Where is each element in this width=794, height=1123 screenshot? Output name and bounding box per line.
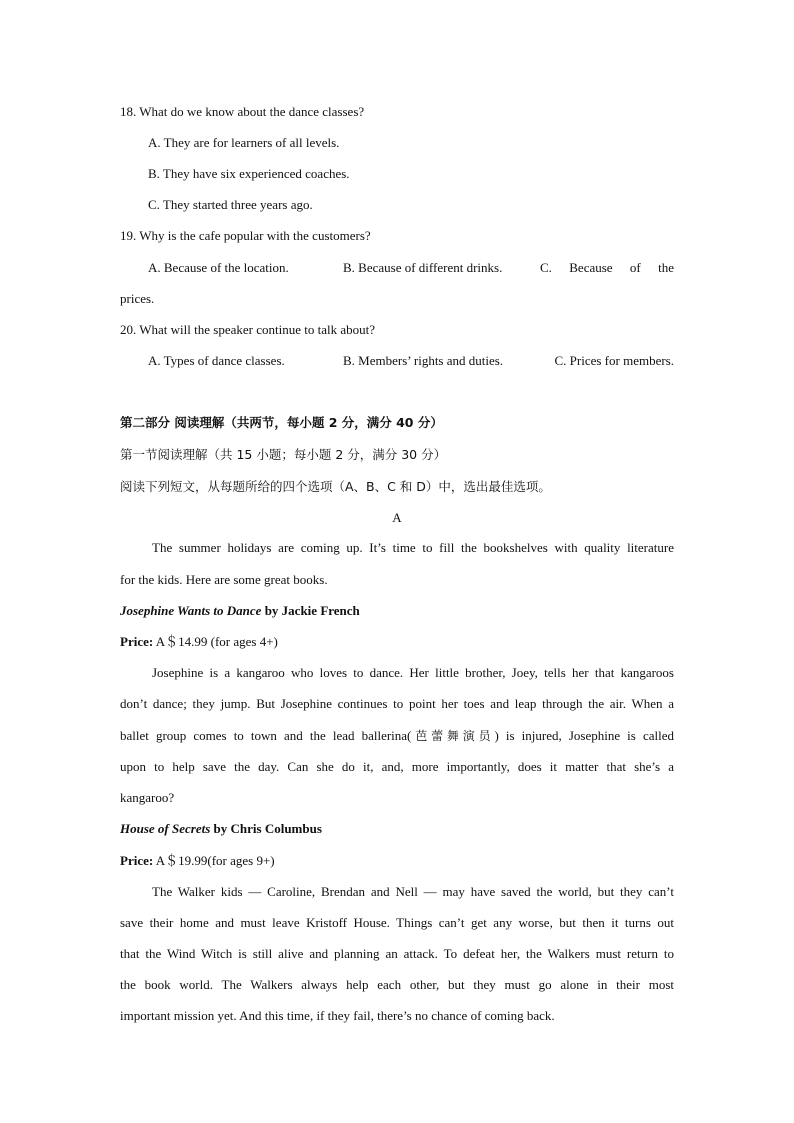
book2-price [120,853,674,869]
q19-option-a: A. Because of the location. [148,260,289,275]
book2-line: save their home and must leave Kristoff House. Things can’t get any worse, but then it turns out [120,915,674,930]
book2-line: important mission yet. And this time, if they fail, there’s no chance of coming back. [120,1008,555,1023]
passage-label: A [392,510,402,525]
book2-title: House of Secrets [120,821,211,836]
instructions: 阅读下列短文，从每题所给的四个选项（A、B、C 和 D）中，选出最佳选项。 [120,479,551,494]
book1-heading [120,603,674,619]
book2-author: by Chris Columbus [213,821,322,836]
ballerina-gloss: 芭蕾舞演员 [411,729,495,743]
book2-line: the book world. The Walkers always help each other, but they must go alone in their most [120,977,674,992]
book1-title: Josephine Wants to Dance [120,603,262,618]
q19-option-c-word: C. [540,260,552,275]
book1-line3-after: ) is injured, Josephine is called [494,728,674,743]
q19-option-b: B. Because of different drinks. [343,260,503,275]
section-title: 第一节阅读理解（共 15 小题；每小题 2 分，满分 30 分） [120,447,447,462]
book1-author: by Jackie French [264,603,360,618]
book1-line: don’t dance; they jump. But Josephine continues to point her toes and leap through the air. When a [120,696,674,711]
q20-option-a: A. Types of dance classes. [148,353,285,368]
q19-option-c-word: of [629,260,641,275]
q20-stem: 20. What will the speaker continue to talk about? [120,322,375,337]
book1-line: kangaroo? [120,790,175,805]
q19-option-c [540,260,674,276]
q19-option-c-word: the [658,260,674,275]
book2-heading [120,821,674,837]
book1-line: Josephine is a kangaroo who loves to dance. Her little brother, Joey, tells her that kangaroos [152,665,674,680]
q20-option-b: B. Members’ rights and duties. [343,353,504,368]
part-title: 第二部分 阅读理解（共两节，每小题 2 分，满分 40 分） [120,415,443,430]
book1-price [120,634,674,650]
book2-price-label: Price: [120,853,154,868]
q19-option-c-tail: prices. [120,291,155,306]
book1-line-gloss [120,728,674,744]
book2-line: The Walker kids — Caroline, Brendan and Nell — may have saved the world, but they can’t [152,884,674,899]
book1-line: upon to help save the day. Can she do it, and, more importantly, does it matter that she’s a [120,759,674,774]
intro-line: The summer holidays are coming up. It’s time to fill the bookshelves with quality literature [152,540,674,555]
q18-stem: 18. What do we know about the dance classes? [120,104,365,119]
book2-price-value: A＄19.99(for ages 9+) [155,853,275,868]
book2-line: that the Wind Witch is still alive and planning an attack. To defeat her, the Walkers must return to [120,946,674,961]
book1-line3-before: ballet group comes to town and the lead ballerina( [120,728,412,743]
book1-price-value: A＄14.99 (for ages 4+) [155,634,278,649]
book1-price-label: Price: [120,634,154,649]
q18-option-a: A. They are for learners of all levels. [148,135,340,150]
q18-option-c: C. They started three years ago. [148,197,313,212]
intro-line: for the kids. Here are some great books. [120,572,328,587]
q18-option-b: B. They have six experienced coaches. [148,166,350,181]
q19-option-c-word: Because [569,260,613,275]
q20-option-c: C. Prices for members. [554,353,674,368]
q19-stem: 19. Why is the cafe popular with the customers? [120,228,371,243]
